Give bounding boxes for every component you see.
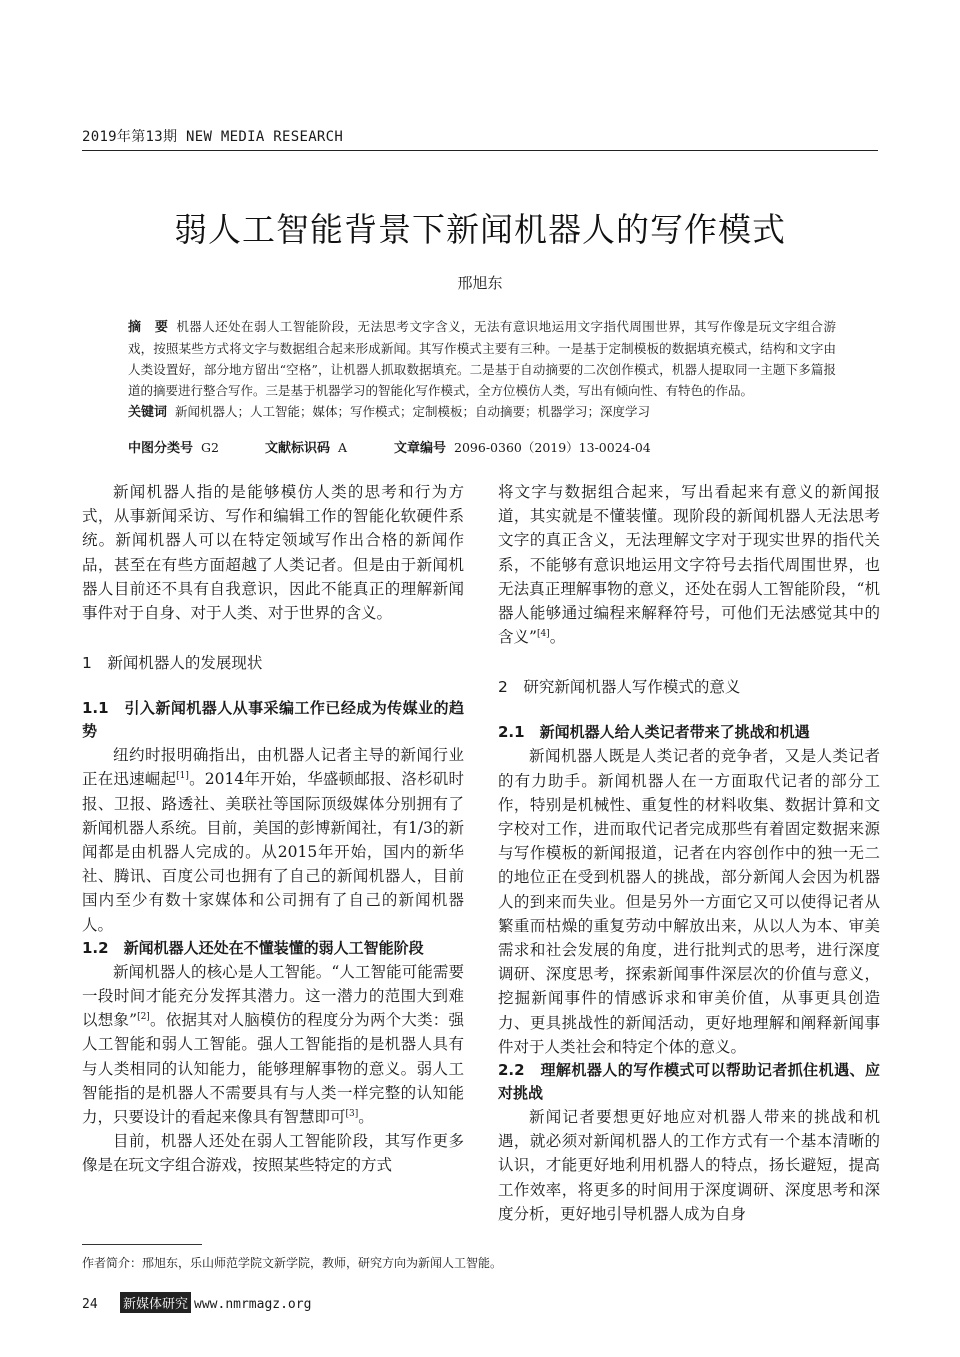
citation-2: [2] [137, 1012, 150, 1023]
journal-name-badge: 新媒体研究 [120, 1292, 191, 1313]
section-2-1-heading: 2.1 新闻机器人给人类记者带来了挑战和机遇 [498, 723, 810, 742]
article-title: 弱人工智能背景下新闻机器人的写作模式 [174, 210, 786, 249]
clc-value: G2 [201, 440, 219, 455]
continued-paragraph: 将文字与数据组合起来，写出看起来有意义的新闻报道，其实就是不懂装懂。现阶段的新闻机器人无法思考文字的真正含义，无法理解文字对于现实世界的指代关系，不能够有意识地运用文字符号去指代周围世界，也无法真正理解事物的意义，还处在弱人工智能阶段，“机器人能够通过编程来解释符号，可他们无法感觉其中的含义”[4]。 [498, 483, 880, 647]
abstract-block [128, 316, 836, 423]
journal-url: www.nmrmagz.org [194, 1297, 312, 1312]
section-2-heading: 2 研究新闻机器人写作模式的意义 [498, 678, 741, 697]
clc-label: 中图分类号 [128, 441, 194, 456]
left-column [82, 480, 464, 1178]
section-1-1-heading: 1.1 引入新闻机器人从事采编工作已经成为传媒业的趋势 [82, 699, 464, 741]
intro-paragraph: 新闻机器人指的是能够模仿人类的思考和行为方式，从事新闻采访、写作和编辑工作的智能化软硬件系统。新闻机器人可以在特定领域写作出合格的新闻作品，甚至在有些方面超越了人类记者。但是由于新闻机器人目前还不具有自我意识，因此不能真正的理解新闻事件对于自身、对于人类、对于世界的含义。 [82, 483, 464, 623]
abstract-text: 机器人还处在弱人工智能阶段，无法思考文字含义，无法有意识地运用文字指代周围世界，其写作像是玩文字组合游戏，按照某些方式将文字与数据组合起来形成新闻。其写作模式主要有三种。一是基于定制模板的数据填充模式，结构和文字由人类设置好，部分地方留出“空格”，让机器人抓取数据填充。二是基于自动摘要的二次创作模式，机器人提取同一主题下多篇报道的摘要进行整合写作。三是基于机器学习的智能化写作模式，全方位模仿人类，写出有倾向性、有特色的作品。 [128, 319, 836, 398]
article-number-value: 2096-0360（2019）13-0024-04 [454, 440, 651, 455]
keywords-label: 关键词 [128, 405, 168, 420]
classification-row [128, 437, 836, 456]
running-header: 2019年第13期 NEW MEDIA RESEARCH [82, 126, 878, 151]
section-2-2-heading: 2.2 理解机器人的写作模式可以帮助记者抓住机遇、应对挑战 [498, 1061, 880, 1103]
author-name: 邢旭东 [457, 274, 503, 292]
page-number: 24 [82, 1297, 98, 1312]
citation-1: [1] [176, 771, 189, 782]
section-1-2-paragraph: 新闻机器人的核心是人工智能。“人工智能可能需要一段时间才能充分发挥其潜力。这一潜力的范围大到难以想象”[2]。依据其对人脑模仿的程度分为两个大类：强人工智能和弱人工智能。强人工智能指的是机器人具有与人类相同的认知能力，能够理解事物的意义。弱人工智能指的是机器人不需要具有与人类一样完整的认知能力，只要设计的看起来像具有智慧即可[3]。 [82, 962, 464, 1127]
abstract-label: 摘 要 [128, 320, 169, 335]
section-1-2-heading: 1.2 新闻机器人还处在不懂装懂的弱人工智能阶段 [82, 938, 424, 957]
author-footnote: 作者简介：邢旭东，乐山师范学院文新学院，教师，研究方向为新闻人工智能。 [82, 1256, 503, 1270]
article-number-label: 文章编号 [394, 441, 447, 456]
section-2-1-paragraph: 新闻机器人既是人类记者的竞争者，又是人类记者的有力助手。新闻机器人在一方面取代记者的部分工作，特别是机械性、重复性的材料收集、数据计算和文字校对工作，进而取代记者完成那些有着固定数据来源与写作模板的新闻报道，记者在内容创作中的独一无二的地位正在受到机器人的挑战，部分新闻人会因为机器人的到来而失业。但是另外一方面它又可以使得记者从繁重而枯燥的重复劳动中解放出来，从以人为本、审美需求和社会发展的角度，进行批判式的思考，进行深度调研、深度思考，探索新闻事件深层次的价值与意义，挖掘新闻事件的情感诉求和审美价值，从事更具创造力、更具挑战性的新闻活动，更好地理解和阐释新闻事件对于人类社会和特定个体的意义。 [498, 747, 880, 1056]
right-column [498, 480, 880, 1226]
citation-3: [3] [345, 1108, 359, 1119]
section-1-1-paragraph: 纽约时报明确指出，由机器人记者主导的新闻行业正在迅速崛起[1]。2014年开始，华盛顿邮报、洛杉矶时报、卫报、路透社、美联社等国际顶级媒体分别拥有了新闻机器人系统。目前，美国的彭博新闻社，有1/3的新闻都是由机器人完成的。从2015年开始，国内的新华社、腾讯、百度公司也拥有了自己的新闻机器人，目前国内至少有数十家媒体和公司拥有了自己的新闻机器人。 [82, 746, 464, 934]
section-1-heading: 1 新闻机器人的发展现状 [82, 654, 263, 673]
footnote-divider [82, 1244, 202, 1245]
citation-4: [4] [536, 629, 550, 640]
doc-code-value: A [338, 440, 348, 455]
keywords-text: 新闻机器人；人工智能；媒体；写作模式；定制模板；自动摘要；机器学习；深度学习 [175, 404, 651, 419]
keywords-row [128, 401, 836, 423]
page-footer [82, 1292, 311, 1313]
section-2-2-paragraph: 新闻记者要想更好地应对机器人带来的挑战和机遇，就必须对新闻机器人的工作方式有一个基本清晰的认识，才能更好地利用机器人的特点，扬长避短，提高工作效率，将更多的时间用于深度调研、深度思考和深度分析，更好地引导机器人成为自身 [498, 1108, 880, 1223]
section-1-2-paragraph-2: 目前，机器人还处在弱人工智能阶段，其写作更多像是在玩文字组合游戏，按照某些特定的方式 [82, 1132, 464, 1175]
doc-code-label: 文献标识码 [265, 441, 331, 456]
